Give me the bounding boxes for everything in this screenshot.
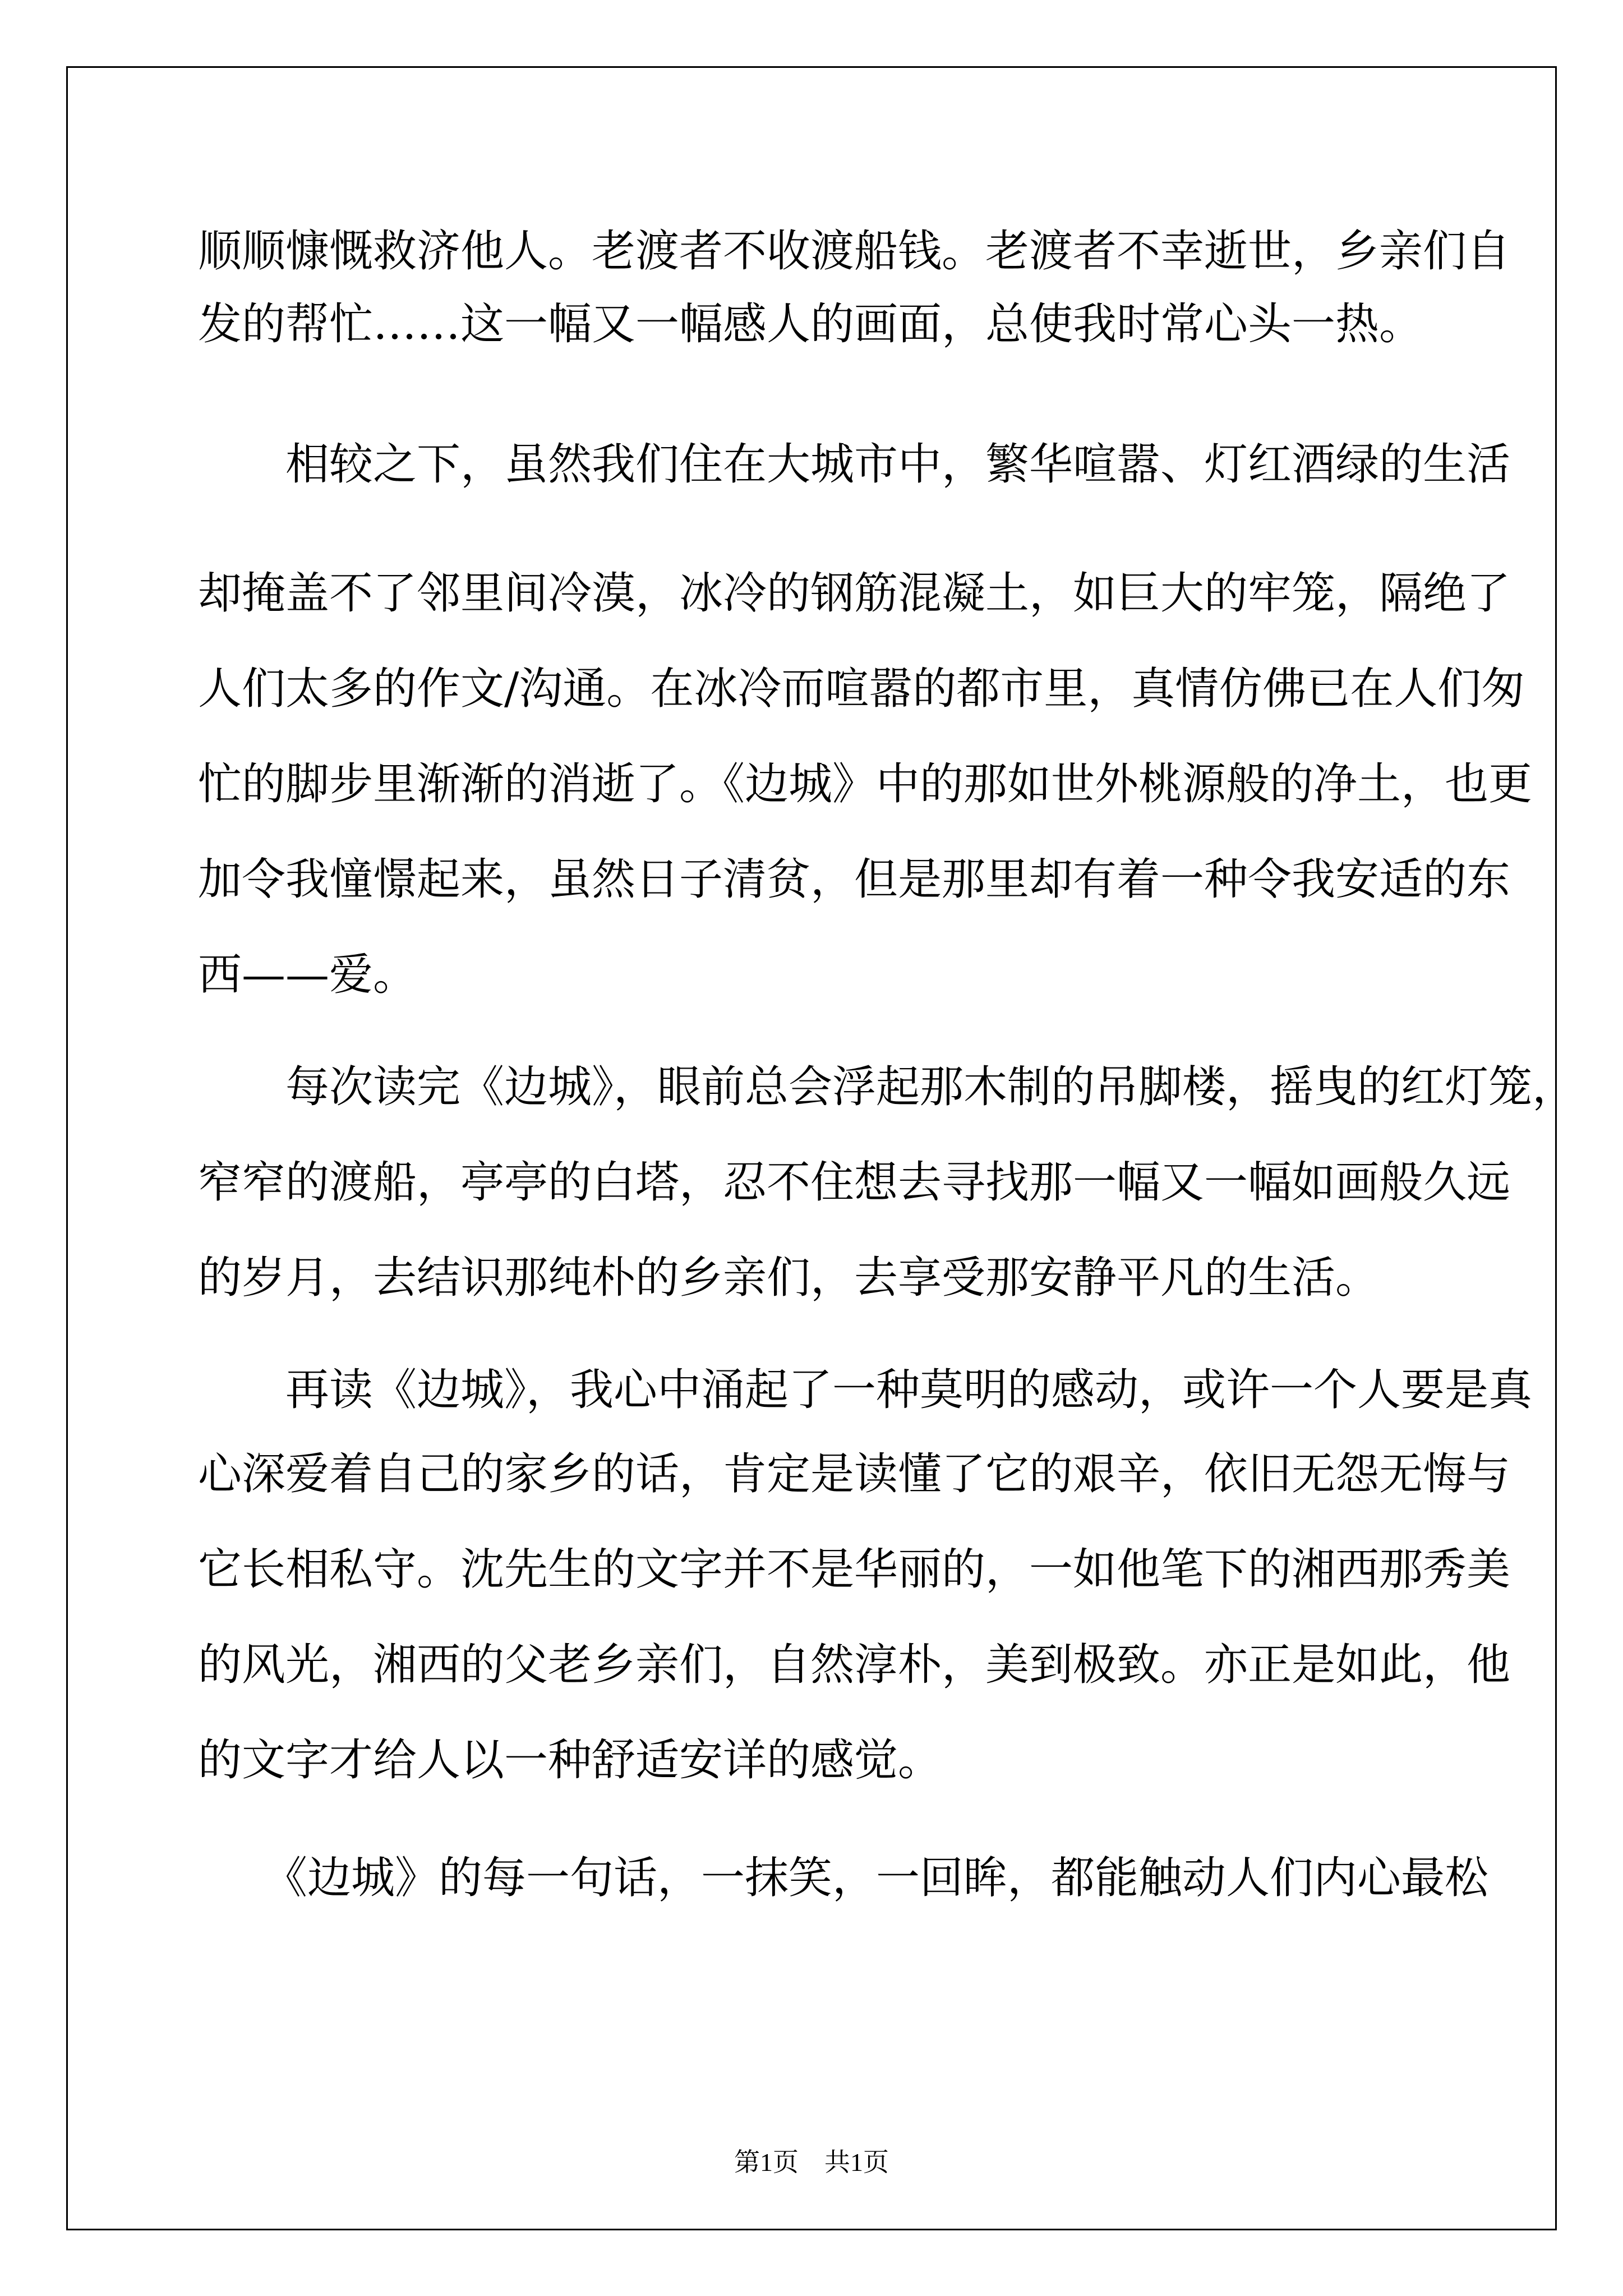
text-line: 的岁月，去结识那纯朴的乡亲们，去享受那安静平凡的生活。 bbox=[198, 1253, 1380, 1303]
text-line: 相较之下，虽然我们住在大城市中，繁华喧嚣、灯红酒绿的生活 bbox=[198, 439, 1511, 490]
text-line: 它长相私守。沈先生的文字并不是华丽的，一如他笔下的湘西那秀美 bbox=[198, 1544, 1511, 1595]
text-line: 西——爱。 bbox=[198, 950, 417, 1000]
text-line: 顺顺慷慨救济他人。老渡者不收渡船钱。老渡者不幸逝世，乡亲们自 bbox=[198, 226, 1511, 277]
page-footer: 第1页 共1页 bbox=[734, 2148, 889, 2177]
text-line: 人们太多的作文/沟通。在冰冷而喧嚣的都市里，真情仿佛已在人们匆 bbox=[198, 664, 1525, 714]
text-line: 再读《边城》，我心中涌起了一种莫明的感动，或许一个人要是真 bbox=[198, 1365, 1533, 1415]
text-line: 每次读完《边城》，眼前总会浮起那木制的吊脚楼，摇曳的红灯笼， bbox=[198, 1062, 1576, 1112]
text-line: 心深爱着自己的家乡的话，肯定是读懂了它的艰辛，依旧无怨无悔与 bbox=[198, 1449, 1511, 1499]
text-line: 窄窄的渡船，亭亭的白塔，忍不住想去寻找那一幅又一幅如画般久远 bbox=[198, 1157, 1511, 1208]
text-line: 却掩盖不了邻里间冷漠，冰冷的钢筋混凝土，如巨大的牢笼，隔绝了 bbox=[198, 568, 1511, 619]
text-line: 加令我憧憬起来，虽然日子清贫，但是那里却有着一种令我安适的东 bbox=[198, 854, 1511, 905]
text-line: 发的帮忙……这一幅又一幅感人的画面，总使我时常心头一热。 bbox=[198, 299, 1423, 349]
text-line: 忙的脚步里渐渐的消逝了。《边城》中的那如世外桃源般的净土，也更 bbox=[198, 759, 1533, 809]
text-line: 的风光，湘西的父老乡亲们，自然淳朴，美到极致。亦正是如此，他 bbox=[198, 1640, 1511, 1690]
text-line: 《边城》的每一句话，一抹笑，一回眸，都能触动人们内心最松 bbox=[198, 1853, 1489, 1903]
text-line: 的文字才给人以一种舒适安详的感觉。 bbox=[198, 1735, 942, 1786]
